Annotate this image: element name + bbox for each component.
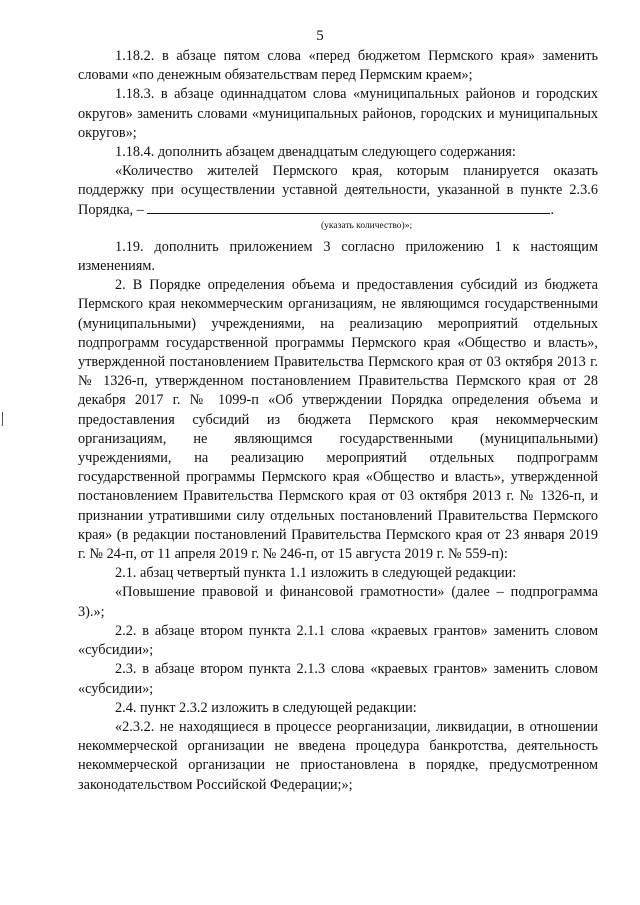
paragraph-1-19: 1.19. дополнить приложением 3 согласно приложению 1 к настоящим изменениям.	[78, 238, 598, 275]
paragraph-quote-residents	[78, 162, 598, 220]
document-body	[78, 47, 598, 795]
paragraph-1-18-3: 1.18.3. в абзаце одиннадцатом слова «муниципальных районов и городских округов» заменить словами «муниципальных районов, городских и муниципальных округов»;	[78, 86, 598, 141]
paragraph-2-4: 2.4. пункт 2.3.2 изложить в следующей редакции:	[115, 699, 417, 716]
fill-in-blank-end: .	[550, 201, 555, 218]
fill-in-blank-line	[147, 201, 550, 214]
scan-edge-mark	[2, 412, 3, 426]
fill-in-blank-caption: (указать количество)»;	[321, 220, 413, 231]
paragraph-1-18-2: 1.18.2. в абзаце пятом слова «перед бюджетом Пермского края» заменить словами «по денежным обязательствам перед Пермским краем»;	[78, 48, 598, 84]
paragraph-2-2: 2.2. в абзаце втором пункта 2.1.1 слова «краевых грантов» заменить словом «субсидии»;	[78, 622, 598, 659]
paragraph-2-1: 2.1. абзац четвертый пункта 1.1 изложить в следующей редакции:	[115, 565, 517, 582]
paragraph-2: 2. В Порядке определения объема и предоставления субсидий из бюджета Пермского края некоммерческим организациям, не являющимся государственными (муниципальными) учреждениями, на реализацию мероприятий отдельных подпрограмм государственной программы Пермского края «Общество и власть», утвержденной постановлением Правительства Пермского края от 03 октября 2013 г. № 1326-п, утвержденном постановлением Правительства Пермского края от 28 декабря 2017 г. № 1099-п «Об утверждении Порядка определения объема и предоставления субсидий из бюджета Пермского края некоммерческим организациям, не являющимся государственными (муниципальными) учреждениями, на реализацию мероприятий отдельных подпрограмм государственной программы Пермского края «Общество и власть», утвержденной постановлением Правительства Пермского края от 03 октября 2013 г. № 1326-п, и признании утратившими силу отдельных постановлений Правительства Пермского края» (в редакции постановлений Правительства Пермского края от 23 января 2019 г. № 24-п, от 11 апреля 2019 г. № 246-п, от 15 августа 2019 г. № 559-п):	[78, 277, 598, 563]
paragraph-quote-2-3-2: «2.3.2. не находящиеся в процессе реорганизации, ликвидации, в отношении некоммерческой организации не введена процедура банкротства, деятельность некоммерческой организации не приостановлена в порядке, предусмотренном законодательством Российской Федерации;»;	[78, 718, 598, 793]
paragraph-1-18-4: 1.18.4. дополнить абзацем двенадцатым следующего содержания:	[115, 144, 516, 161]
paragraph-quote-subprogram-3: «Повышение правовой и финансовой грамотности» (далее – подпрограмма 3).»;	[78, 584, 598, 620]
paragraph-2-3: 2.3. в абзаце втором пункта 2.1.3 слова «краевых грантов» заменить словом «субсидии»;	[78, 661, 598, 697]
quote-residents-text: «Количество жителей Пермского края, которым планируется оказать поддержку при осуществлении уставной деятельности, указанной в пункте 2.3.6 Порядка, –	[78, 163, 598, 218]
page-number: 5	[316, 28, 324, 44]
